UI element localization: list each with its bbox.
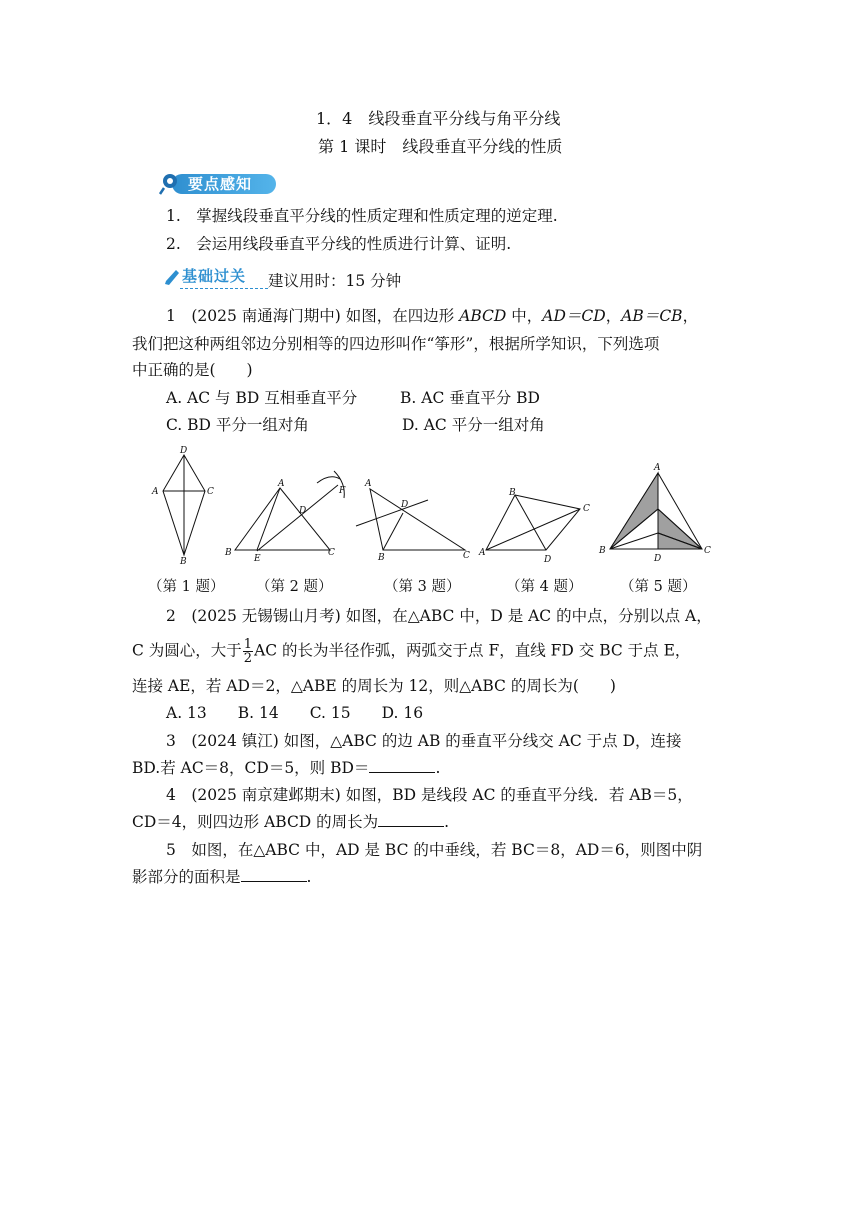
fig3-label-a: A [365, 479, 372, 489]
basic-label: 基础过关 [182, 267, 247, 285]
key-points-label: 要点感知 [188, 175, 253, 193]
q2-options: A. 13 B. 14 C. 15 D. 16 [166, 704, 424, 722]
fig3-label-b: B [378, 553, 385, 563]
fig5-label-b: B [599, 546, 606, 556]
figure-5-shaded-triangle [610, 473, 702, 549]
fig5-label-d: D [654, 554, 662, 564]
fig2-label-e: E [254, 554, 261, 564]
q1-option-d: D. AC 平分一组对角 [402, 416, 545, 434]
figure-3-triangle [356, 489, 465, 550]
caption-2: （第 2 题） [256, 579, 333, 595]
q1-option-a: A. AC 与 BD 互相垂直平分 [166, 389, 358, 407]
fig4-label-a: A [479, 548, 486, 558]
caption-4: （第 4 题） [506, 579, 583, 595]
lesson-subtitle: 第 1 课时 线段垂直平分线的性质 [318, 137, 563, 156]
fig2-label-a: A [278, 479, 285, 489]
figure-row [140, 443, 740, 568]
fig2-label-f: F [339, 486, 346, 496]
time-hint: 建议用时：15 分钟 [268, 272, 402, 290]
q4-line2: CD＝4，则四边形 ABCD 的周长为 . [132, 813, 450, 831]
pencil-icon [162, 267, 182, 287]
figure-4-quadrilateral [486, 495, 580, 550]
fraction-one-half: $\frac{1}{2}$ [243, 637, 253, 666]
q5-line1: 5 如图，在△ABC 中，AD 是 BC 的中垂线，若 BC＝8，AD＝6，则图中阴 [166, 841, 703, 859]
fig1-label-c: C [207, 487, 214, 497]
fig1-label-d: D [180, 446, 188, 456]
fig2-label-b: B [225, 548, 232, 558]
fig1-label-a: A [152, 487, 159, 497]
fig4-label-c: C [583, 504, 590, 514]
caption-5: （第 5 题） [620, 579, 697, 595]
fig5-label-a: A [654, 463, 661, 473]
q4-line1: 4 (2025 南京建邺期末) 如图，BD 是线段 AC 的垂直平分线．若 AB＝5， [166, 786, 693, 804]
fig3-label-c: C [463, 551, 470, 561]
q4-answer-blank [378, 812, 444, 827]
fig1-label-b: B [180, 557, 187, 567]
q1-line2: 我们把这种两组邻边分别相等的四边形叫作“筝形”，根据所学知识，下列选项 [132, 335, 660, 353]
q3-line2: BD.若 AC＝8，CD＝5，则 BD＝ . [132, 759, 441, 777]
key-points-badge [158, 172, 276, 194]
caption-1: （第 1 题） [148, 579, 225, 595]
q5-answer-blank [241, 867, 307, 882]
pushpin-icon [158, 172, 182, 196]
fig3-label-d: D [401, 500, 409, 510]
fig2-label-d: D [299, 506, 307, 516]
q1-option-b: B. AC 垂直平分 BD [400, 389, 540, 407]
fig4-label-d: D [544, 555, 552, 565]
figure-1-kite [163, 455, 205, 555]
fig2-label-c: C [328, 548, 335, 558]
q1-option-c: C. BD 平分一组对角 [166, 416, 309, 434]
basic-badge [160, 266, 270, 288]
q3-line1: 3 (2024 镇江) 如图，△ABC 的边 AB 的垂直平分线交 AC 于点 D，连接 [166, 732, 682, 750]
q2-line3: 连接 AE，若 AD＝2，△ABE 的周长为 12，则△ABC 的周长为( ) [132, 677, 616, 695]
key-point-1: 1. 掌握线段垂直平分线的性质定理和性质定理的逆定理. [166, 207, 558, 225]
caption-3: （第 3 题） [384, 579, 461, 595]
key-point-2: 2. 会运用线段垂直平分线的性质进行计算、证明. [166, 235, 512, 253]
q2-line1: 2 (2025 无锡锡山月考) 如图，在△ABC 中，D 是 AC 的中点，分别以点 A， [166, 607, 712, 625]
q5-line2: 影部分的面积是 . [132, 868, 312, 886]
fig4-label-b: B [509, 488, 516, 498]
q1-line1: 1 (2025 南通海门期中) 如图，在四边形 ABCD 中，AD＝CD，AB＝CB， [166, 307, 699, 325]
figure-2-triangle [235, 471, 344, 551]
fig5-label-c: C [704, 546, 711, 556]
lesson-title: 1．4 线段垂直平分线与角平分线 [316, 109, 561, 128]
q2-line2: C 为圆心，大于 $\frac{1}{2}$ AC 的长为半径作弧，两弧交于点 F，直线 FD 交 BC 于点 E， [132, 637, 691, 666]
q1-line3: 中正确的是( ) [132, 361, 253, 379]
q3-answer-blank [369, 758, 435, 773]
